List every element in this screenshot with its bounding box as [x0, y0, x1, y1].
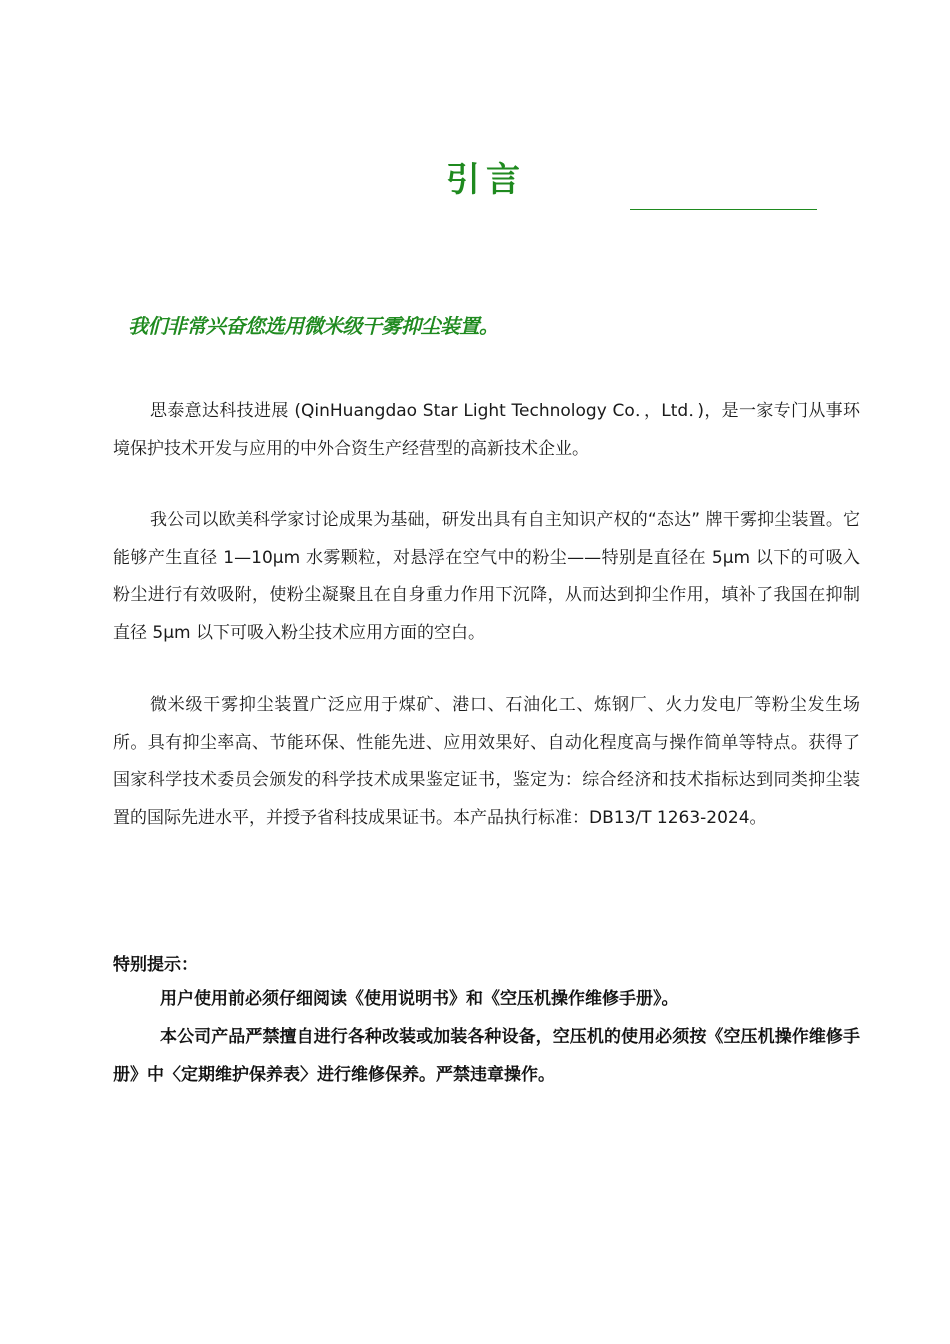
intro-paragraph-company: 思泰意达科技进展 (QinHuangdao Star Light Technology Co．，Ltd．)，是一家专门从事环境保护技术开发与应用的中外合资生产经营型的高新技术企业。 [113, 401, 860, 459]
page-title: 引言 [446, 160, 526, 200]
notice-item-manual: 用户使用前必须仔细阅读《使用说明书》和《空压机操作维修手册》。 [160, 989, 679, 1009]
welcome-subtitle: 我们非常兴奋您选用微米级干雾抑尘装置。 [128, 314, 499, 338]
intro-paragraph-product: 我公司以欧美科学家讨论成果为基础，研发出具有自主知识产权的“态达” 牌干雾抑尘装置。它能够产生直径 1—10μm 水雾颗粒，对悬浮在空气中的粉尘——特别是直径在 5μm 以下的可吸入粉尘进行有效吸附，使粉尘凝聚且在自身重力作用下沉降，从而达到抑尘作用，填补了我国在抑制直径 5μm 以下可吸入粉尘技术应用方面的空白。 [113, 510, 860, 643]
title-underline [630, 209, 817, 210]
notice-item-modification: 本公司产品严禁擅自进行各种改装或加装各种设备，空压机的使用必须按《空压机操作维修手册》中〈定期维护保养表〉进行维修保养。严禁违章操作。 [113, 1027, 860, 1085]
notice-heading: 特别提示： [113, 955, 198, 975]
intro-paragraph-applications: 微米级干雾抑尘装置广泛应用于煤矿、港口、石油化工、炼钢厂、火力发电厂等粉尘发生场所。具有抑尘率高、节能环保、性能先进、应用效果好、自动化程度高与操作简单等特点。获得了国家科学技术委员会颁发的科学技术成果鉴定证书，鉴定为：综合经济和技术指标达到同类抑尘装置的国际先进水平，并授予省科技成果证书。本产品执行标准：DB13/T 1263-2024。 [113, 695, 860, 828]
